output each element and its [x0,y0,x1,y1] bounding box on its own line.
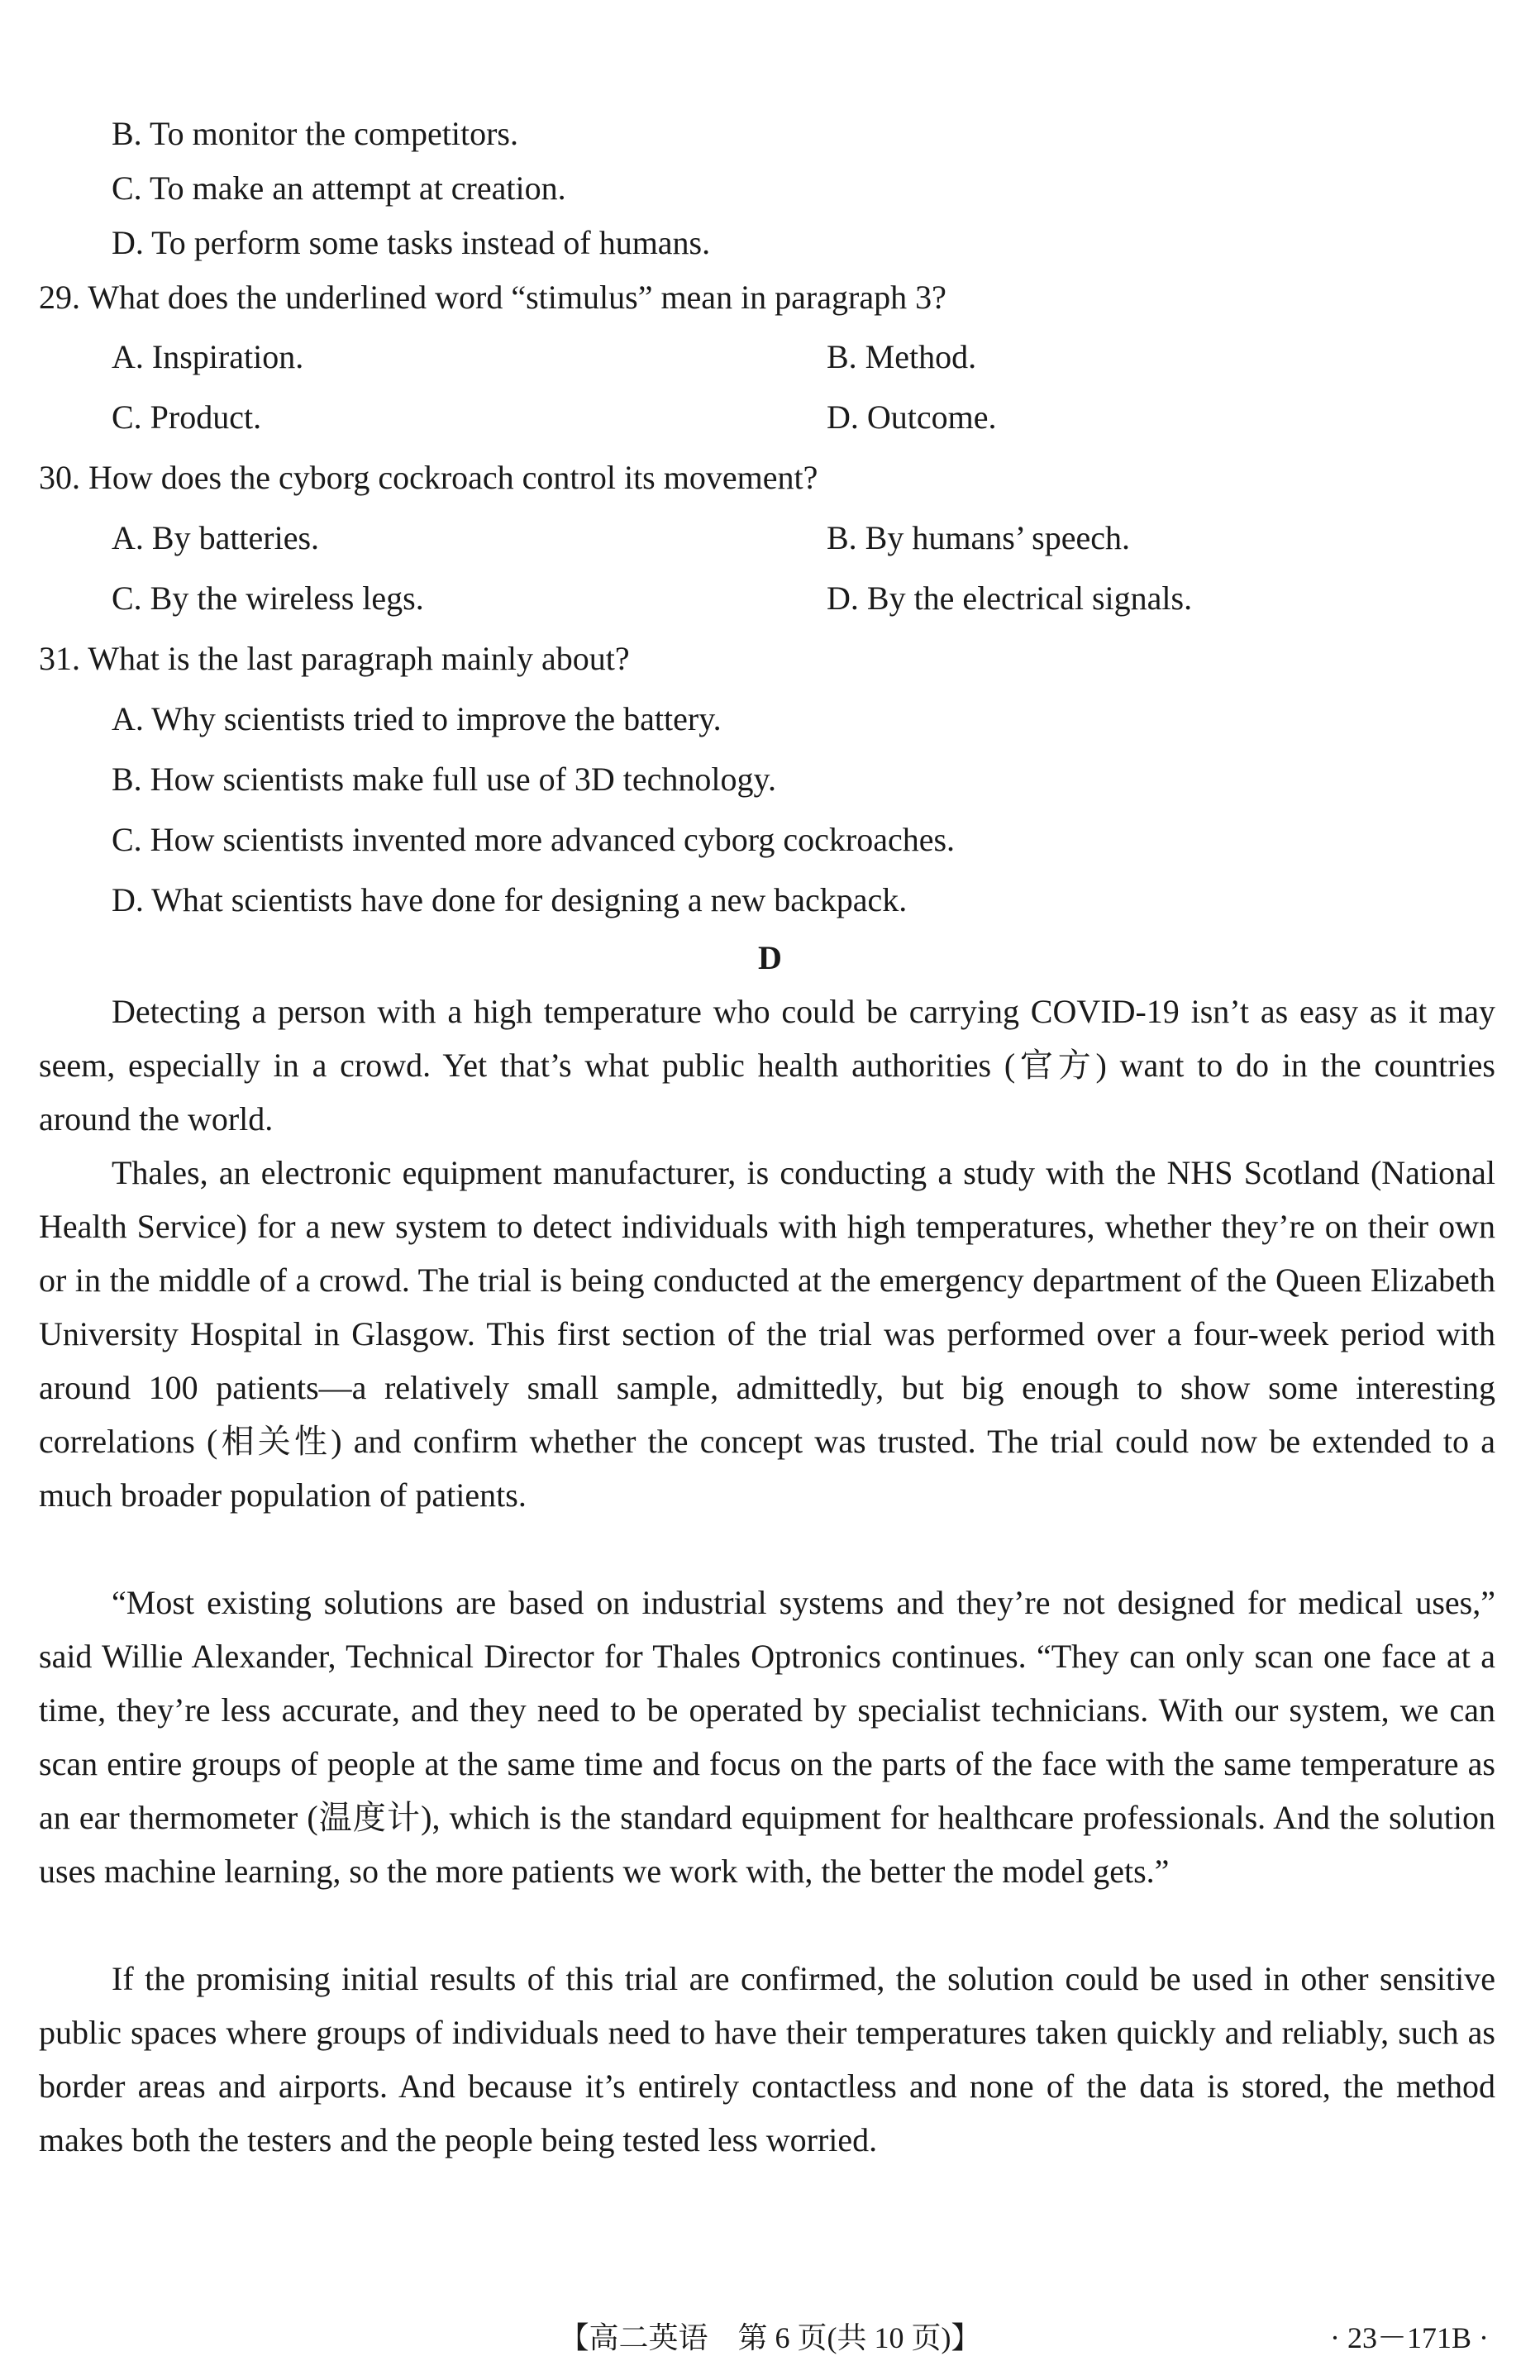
q31-option-c: C. How scientists invented more advanced cyborg cockroaches. [112,821,956,858]
section-d-paragraph-3: “Most existing solutions are based on industrial systems and they’re not designed for medical uses,” said Willie Alexander, Technical Director for Thales Optronics continues. “They can only scan one face at a time, they’re less accurate, and they need to be operated by specialist technicians. With our system, we can scan entire groups of people at the same time and focus on the parts of the face with the same temperature as an ear thermometer (温度计), which is the standard equipment for healthcare professionals. And the solution uses machine learning, so the more patients we work with, the better the model gets.” [39,1584,1495,1890]
q30-stem: 30. How does the cyborg cockroach control its movement? [39,459,818,496]
q31-stem: 31. What is the last paragraph mainly about? [39,640,630,677]
q30-option-a: A. By batteries. [112,519,320,556]
section-d-paragraph-4: If the promising initial results of this trial are confirmed, the solution could be used in other sensitive public spaces where groups of individuals need to have their temperatures taken quickly and reliably, such as border areas and airports. And because it’s entirely contactless and none of the data is stored, the method makes both the testers and the people being tested less worried. [39,1960,1495,2158]
section-d-paragraph-1: Detecting a person with a high temperature who could be carrying COVID-19 isn’t as easy as it may seem, especially in a crowd. Yet that’s what public health authorities (官方) want to do in the countries around the world. [39,993,1495,1138]
q30-option-c: C. By the wireless legs. [112,579,424,617]
q30-option-b: B. By humans’ speech. [827,519,1130,556]
q31-option-d: D. What scientists have done for designing a new backpack. [112,881,908,918]
q29-stem: 29. What does the underlined word “stimulus” mean in paragraph 3? [39,279,946,316]
page-footer [0,2317,1540,2359]
q28-option-c: C. To make an attempt at creation. [112,169,566,207]
q29-option-c: C. Product. [112,398,262,436]
q28-option-b: B. To monitor the competitors. [112,115,518,152]
q28-option-d: D. To perform some tasks instead of humans. [112,224,711,261]
q29-option-d: D. Outcome. [827,398,997,436]
section-d-title: D [758,939,782,976]
q29-option-b: B. Method. [827,338,977,375]
q29-option-a: A. Inspiration. [112,338,304,375]
section-d-paragraph-2: Thales, an electronic equipment manufacturer, is conducting a study with the NHS Scotland (National Health Service) for a new system to detect individuals with high temperatures, whether they’re on their own or in the middle of a crowd. The trial is being conducted at the emergency department of the Queen Elizabeth University Hospital in Glasgow. This first section of the trial was performed over a four-week period with around 100 patients—a relatively small sample, admittedly, but big enough to show some interesting correlations (相关性) and confirm whether the concept was trusted. The trial could now be extended to a much broader population of patients. [39,1154,1495,1514]
footer-page-info: 【高二英语 第 6 页(共 10 页)】 [559,2321,981,2354]
q31-option-b: B. How scientists make full use of 3D technology. [112,761,776,798]
q31-option-a: A. Why scientists tried to improve the battery. [112,700,722,737]
footer-exam-code: · 23－171B · [1330,2321,1489,2354]
q30-option-d: D. By the electrical signals. [827,579,1193,617]
